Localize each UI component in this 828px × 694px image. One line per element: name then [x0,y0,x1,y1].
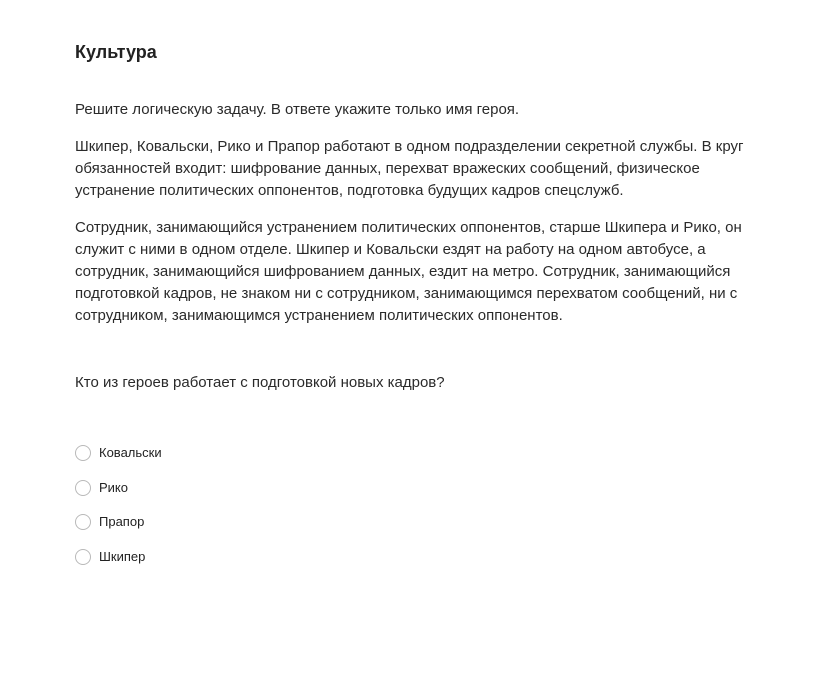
radio-button[interactable] [75,549,91,565]
answer-option-private[interactable] [75,511,788,533]
instructions-text: Решите логическую задачу. В ответе укажите только имя героя. [75,101,520,118]
radio-button[interactable] [75,445,91,461]
radio-button[interactable] [75,480,91,496]
answer-option-label: Прапор [99,514,145,529]
answer-option-kowalski[interactable] [75,442,788,464]
answer-option-label: Ковальски [99,445,162,460]
answer-option-label: Шкипер [99,548,146,564]
page-title: Культура [75,42,157,62]
radio-button[interactable] [75,514,91,530]
problem-paragraph-2: Сотрудник, занимающийся устранением политических оппонентов, старше Шкипера и Рико, он служит с ними в одном отделе. Шкипер и Ковальски ездят на работу на одном автобусе, а сотрудник, занимающийся шифрованием данных, ездит на метро. Сотрудник, занимающийся подготовкой кадров, не знаком ни с сотрудником, занимающимся перехватом сообщений, ни с сотрудником, занимающимся устранением политических оппонентов. [75,219,742,324]
question-text: Кто из героев работает с подготовкой новых кадров? [75,374,445,391]
answer-option-skipper[interactable] [75,546,788,568]
answer-option-label: Рико [99,479,128,495]
answer-option-rico[interactable] [75,477,788,499]
problem-paragraph-1: Шкипер, Ковальски, Рико и Прапор работают в одном подразделении секретной службы. В круг обязанностей входит: шифрование данных, перехват вражеских сообщений, физическое устранение политических оппонентов, подготовка будущих кадров спецслужб. [75,138,744,199]
answer-options [75,442,788,568]
